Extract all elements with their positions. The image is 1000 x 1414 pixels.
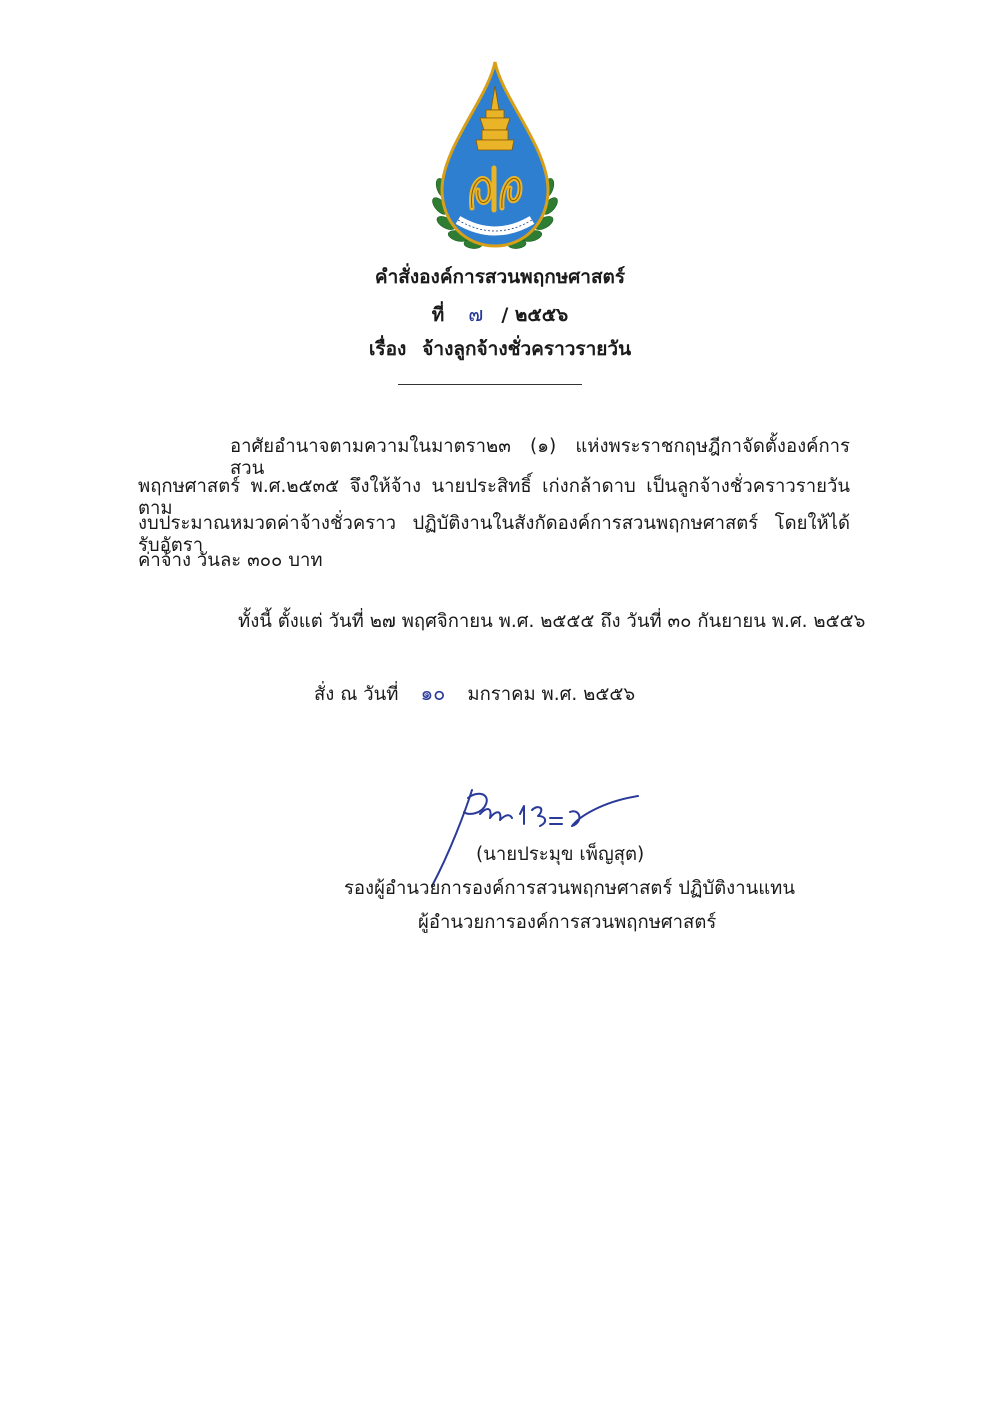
employment-period: ทั้งนี้ ตั้งแต่ วันที่ ๒๗ พฤศจิกายน พ.ศ. ๒๕๕๕ ถึง วันที่ ๓๐ กันยายน พ.ศ. ๒๕๕๖ [238,611,866,632]
order-subject [0,334,1000,364]
body-line-1: อาศัยอำนาจตามความในมาตรา๒๓ (๑) แห่งพระราชกฤษฎีกาจัดตั้งองค์การสวน [230,436,850,480]
order-number-value: ๗ [468,302,484,326]
order-date-prefix: สั่ง ณ วันที่ [314,684,399,705]
order-number-prefix: ที่ [431,304,445,326]
signatory-acting-for: ผู้อำนวยการองค์การสวนพฤกษศาสตร์ [418,912,717,933]
header-divider [398,384,582,385]
order-date [314,677,635,709]
order-date-month-year: มกราคม พ.ศ. ๒๕๕๖ [467,684,636,705]
subject-prefix: เรื่อง [368,338,407,360]
subject-text: จ้างลูกจ้างชั่วคราวรายวัน [422,338,632,360]
order-date-day: ๑๐ [420,681,446,705]
signatory-name: (นายประมุข เพ็ญสุต) [476,844,645,865]
body-line-4: ค่าจ้าง วันละ ๓๐๐ บาท [138,550,323,571]
organization-seal-icon [428,58,562,254]
document-title: คำสั่งองค์การสวนพฤกษศาสตร์ [374,266,626,288]
signatory-position: รองผู้อำนวยการองค์การสวนพฤกษศาสตร์ ปฏิบัติงานแทน [344,878,795,899]
body-line-3: งบประมาณหมวดค่าจ้างชั่วคราว ปฏิบัติงานในสังกัดองค์การสวนพฤกษศาสตร์ โดยให้ได้รับอัตรา [138,513,850,557]
order-number-suffix: / ๒๕๕๖ [501,304,569,326]
order-number [0,298,1000,330]
body-line-2: พฤกษศาสตร์ พ.ศ.๒๕๓๕ จึงให้จ้าง นายประสิทธิ์ เก่งกล้าดาบ เป็นลูกจ้างชั่วคราวรายวันตาม [138,476,850,520]
